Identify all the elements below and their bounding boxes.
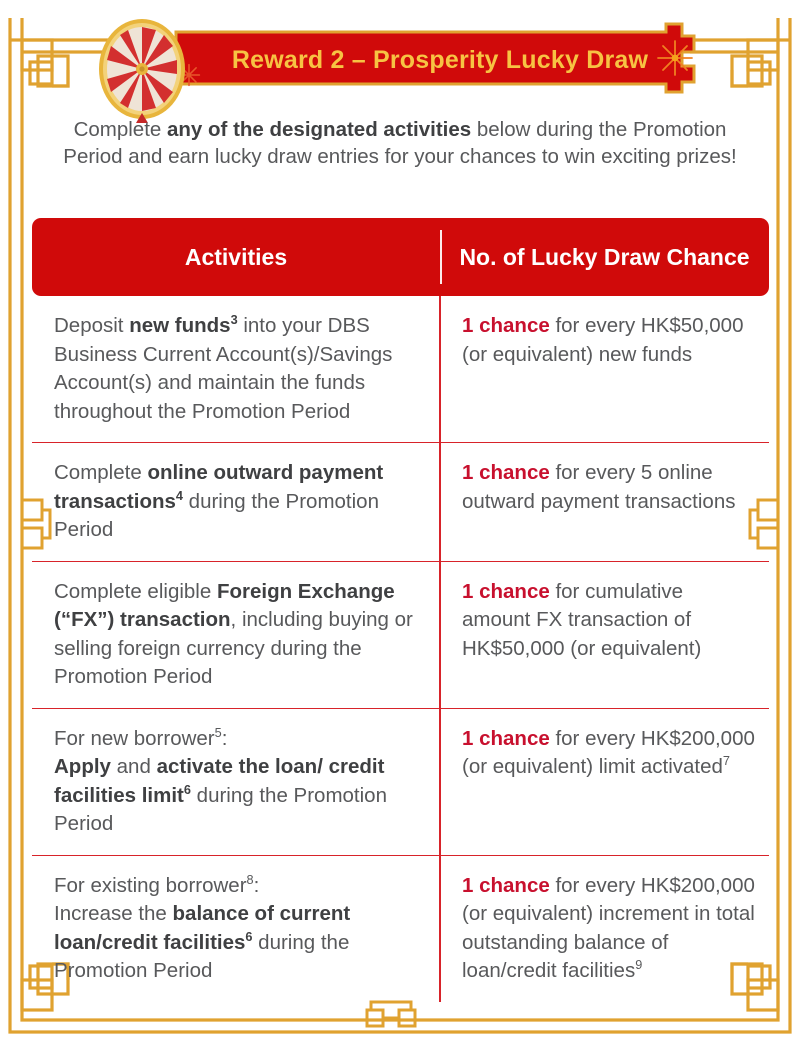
chance-cell: 1 chance for every HK$200,000 (or equivalent) increment in total outstanding balance of loan/credit facilities$^9$ <box>462 873 755 982</box>
activity-cell: Complete eligible Foreign Exchange (“FX”) transaction, including buying or selling foreign currency during the Promotion Period <box>54 579 413 688</box>
table-body <box>32 296 769 1002</box>
table-row <box>32 443 769 562</box>
intro-text-bold: any of the designated activities <box>167 118 472 141</box>
header-banner <box>0 10 800 102</box>
intro-text-post: below during the Promotion Period and earn lucky draw entries for your chances to win exciting prizes! <box>63 118 737 168</box>
activity-cell: For new borrower$^5$: Apply and activate the loan/ credit facilities limit$^6$ during the Promotion Period <box>54 724 387 835</box>
header-vertical-divider <box>440 230 442 284</box>
activity-cell: Complete online outward payment transactions$^4$ during the Promotion Period <box>54 461 384 541</box>
chance-cell: 1 chance for cumulative amount FX transaction of HK$50,000 (or equivalent) <box>462 579 702 660</box>
bottom-center-ornament <box>367 1002 415 1026</box>
chance-cell: 1 chance for every 5 online outward payment transactions <box>462 461 736 513</box>
intro-text-pre: Complete <box>73 118 167 141</box>
column-header-chances: No. of Lucky Draw Chance <box>459 244 750 270</box>
table-row <box>32 709 769 856</box>
table-header-row <box>32 218 769 296</box>
chance-cell: 1 chance for every HK$200,000 (or equivalent) limit activated$^7$ <box>462 726 755 778</box>
activity-cell: Deposit new funds$^3$ into your DBS Business Current Account(s)/Savings Account(s) and maintain the funds throughout the Promotion Period <box>54 312 393 423</box>
table-row <box>32 856 769 1002</box>
intro-paragraph <box>60 116 740 170</box>
rewards-table <box>32 218 769 1002</box>
prize-wheel-icon <box>96 17 188 125</box>
table-row <box>32 562 769 709</box>
column-header-activities: Activities <box>184 243 288 270</box>
activity-cell: For existing borrower$^8$: Increase the balance of current loan/credit facilities$^6$ during the Promotion Period <box>54 871 351 982</box>
banner-title: Reward 2 – Prosperity Lucky Draw <box>231 46 649 74</box>
chance-cell: 1 chance for every HK$50,000 (or equivalent) new funds <box>462 314 744 366</box>
table-row <box>32 296 769 443</box>
